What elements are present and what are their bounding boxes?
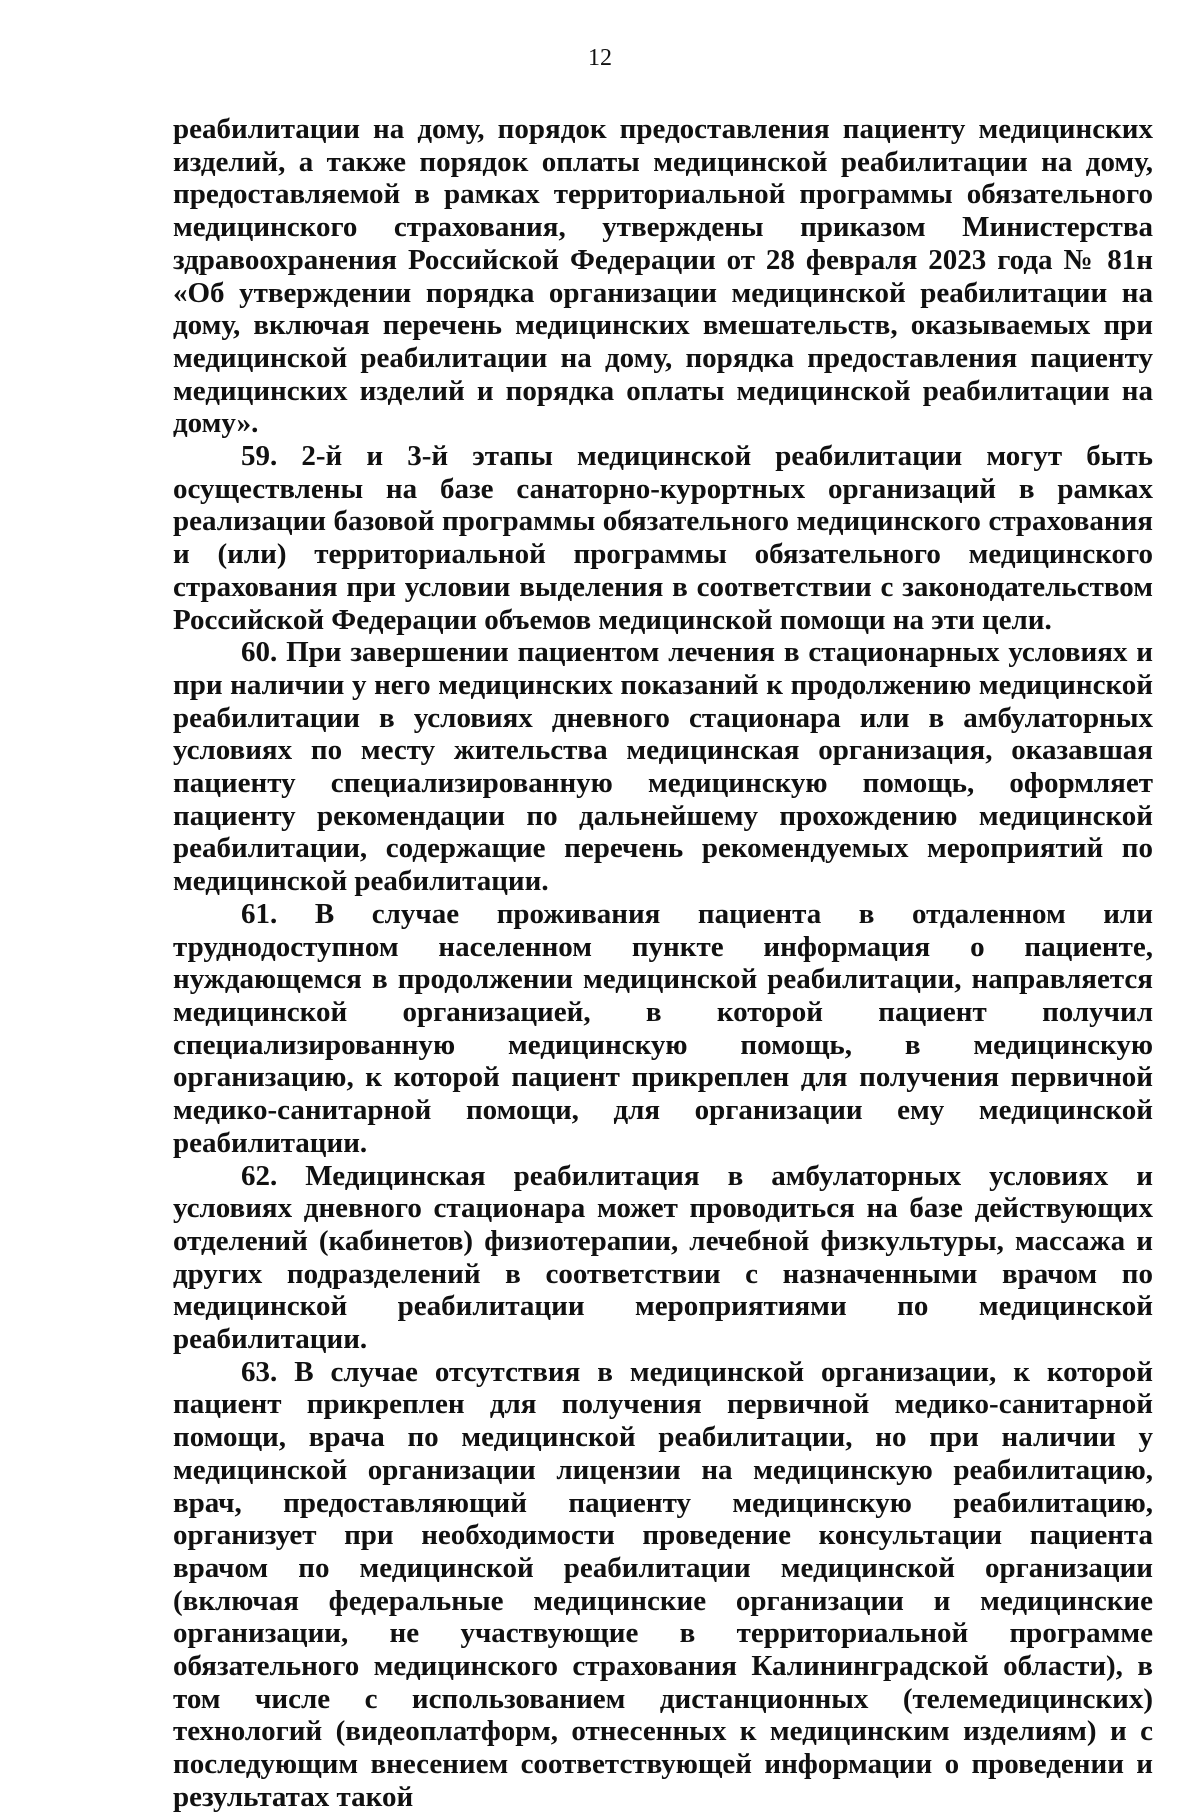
document-body	[173, 113, 1153, 1814]
paragraph-60: 60. При завершении пациентом лечения в стационарных условиях и при наличии у него медицинских показаний к продолжению медицинской реабилитации в условиях дневного стационара или в амбулаторных условиях по месту жительства медицинская организация, оказавшая пациенту специализированную медицинскую помощь, оформляет пациенту рекомендации по дальнейшему прохождению медицинской реабилитации, содержащие перечень рекомендуемых мероприятий по медицинской реабилитации.	[173, 636, 1153, 898]
page-number: 12	[588, 45, 612, 71]
paragraph-62: 62. Медицинская реабилитация в амбулаторных условиях и условиях дневного стационара может проводиться на базе действующих отделений (кабинетов) физиотерапии, лечебной физкультуры, массажа и других подразделений в соответствии с назначенными врачом по медицинской реабилитации мероприятиями по медицинской реабилитации.	[173, 1159, 1153, 1356]
paragraph-continuation: реабилитации на дому, порядок предоставления пациенту медицинских изделий, а также порядок оплаты медицинской реабилитации на дому, предоставляемой в рамках территориальной программы обязательного медицинского страхования, утверждены приказом Министерства здравоохранения Российской Федерации от 28 февраля 2023 года № 81н «Об утверждении порядка организации медицинской реабилитации на дому, включая перечень медицинских вмешательств, оказываемых при медицинской реабилитации на дому, порядка предоставления пациенту медицинских изделий и порядка оплаты медицинской реабилитации на дому».	[173, 113, 1153, 440]
paragraph-59: 59. 2-й и 3-й этапы медицинской реабилитации могут быть осуществлены на базе санаторно-курортных организаций в рамках реализации базовой программы обязательного медицинского страхования и (или) территориальной программы обязательного медицинского страхования при условии выделения в соответствии с законодательством Российской Федерации объемов медицинской помощи на эти цели.	[173, 440, 1153, 636]
paragraph-63: 63. В случае отсутствия в медицинской организации, к которой пациент прикреплен для получения первичной медико-санитарной помощи, врача по медицинской реабилитации, но при наличии у медицинской организации лицензии на медицинскую реабилитацию, врач, предоставляющий пациенту медицинскую реабилитацию, организует при необходимости проведение консультации пациента врачом по медицинской реабилитации медицинской организации (включая федеральные медицинские организации и медицинские организации, не участвующие в территориальной программе обязательного медицинского страхования Калининградской области), в том числе с использованием дистанционных (телемедицинских) технологий (видеоплатформ, отнесенных к медицинским изделиям) и с последующим внесением соответствующей информации о проведении и результатах такой	[173, 1355, 1153, 1813]
paragraph-61: 61. В случае проживания пациента в отдаленном или труднодоступном населенном пункте информация о пациенте, нуждающемся в продолжении медицинской реабилитации, направляется медицинской организацией, в которой пациент получил специализированную медицинскую помощь, в медицинскую организацию, к которой пациент прикреплен для получения первичной медико-санитарной помощи, для организации ему медицинской реабилитации.	[173, 897, 1153, 1159]
